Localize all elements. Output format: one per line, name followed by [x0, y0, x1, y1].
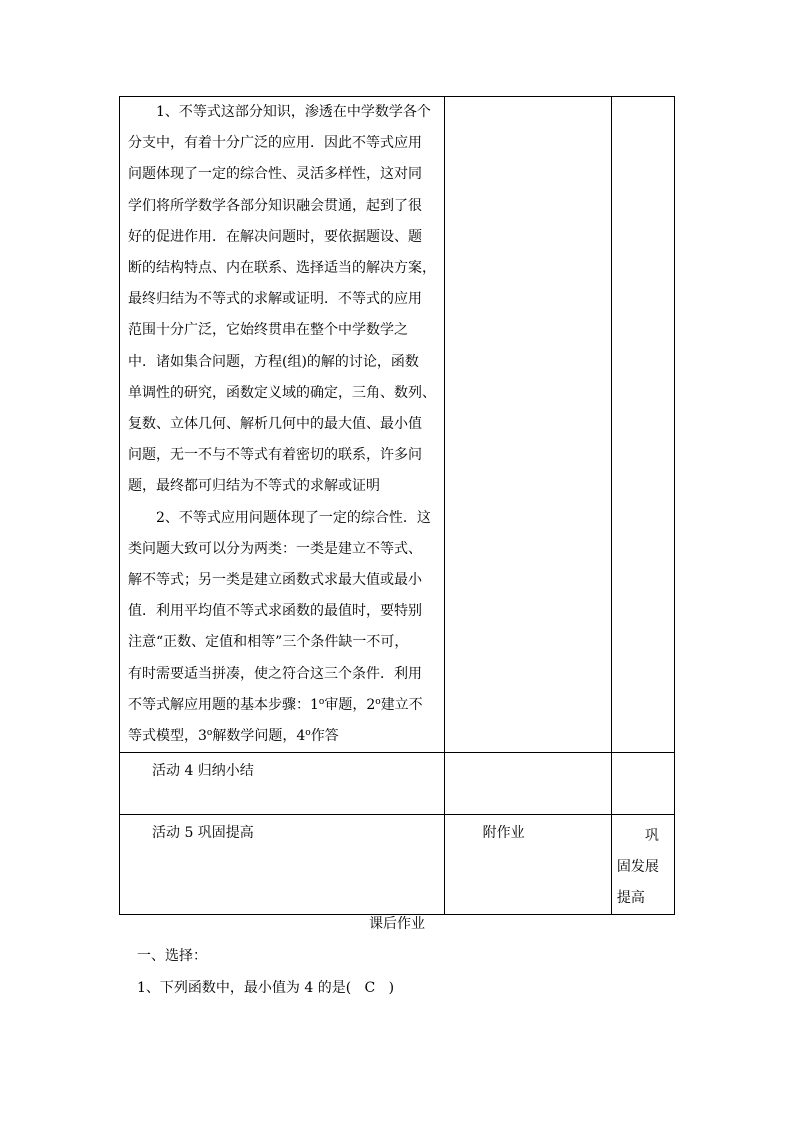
- lesson-table: [119, 96, 675, 915]
- steps-line-2: [128, 721, 439, 752]
- steps-text: 不等式解应用题的基本步骤：1: [128, 696, 319, 713]
- paragraph-1: [128, 97, 439, 503]
- steps-text: 建立不: [380, 696, 423, 713]
- degree-mark: o: [305, 728, 311, 739]
- text-line: 问题体现了一定的综合性、灵活多样性，这对同: [128, 166, 422, 183]
- text-line: 分支中，有着十分广泛的应用．因此不等式应用: [128, 135, 422, 152]
- text-line: 问题，无一不与不等式有着密切的联系，许多问: [128, 447, 422, 464]
- text-line: 复数、立体几何、解析几何中的最大值、最小值: [128, 416, 422, 433]
- section-heading: 一、选择：: [137, 948, 207, 964]
- table-row-activity4: [120, 753, 675, 815]
- goal-line: 提高: [616, 890, 645, 907]
- empty-cell: [611, 97, 674, 753]
- steps-text: 等式模型，3: [128, 728, 207, 745]
- activity4-label: 活动 4 归纳小结: [152, 763, 254, 780]
- table-row-activity5: [120, 815, 675, 915]
- degree-mark: o: [206, 728, 213, 739]
- question-1: 1、下列函数中，最小值为 4 的是( C ): [137, 980, 395, 996]
- goal-cell: [611, 815, 674, 915]
- steps-text: 作答: [310, 728, 339, 745]
- table-row-content: [120, 97, 675, 753]
- text-line: 学们将所学数学各部分知识融会贯通，起到了很: [128, 197, 422, 214]
- text-line: 范围十分广泛，它始终贯串在整个中学数学之: [128, 322, 408, 339]
- degree-mark: o: [375, 696, 381, 707]
- goal-line: 巩: [644, 828, 659, 845]
- homework-label: 附作业: [482, 825, 525, 842]
- activity5-label: 活动 5 巩固提高: [152, 825, 254, 842]
- goal-line: 固发展: [616, 859, 659, 876]
- after-class-title: 课后作业: [369, 916, 425, 932]
- text-line: 有时需要适当拼凑，使之符合这三个条件．利用: [128, 665, 422, 682]
- homework-cell: [444, 815, 611, 915]
- text-line: 中．诸如集合问题，方程(组)的解的讨论，函数: [128, 353, 419, 370]
- steps-line-1: [128, 690, 439, 721]
- empty-cell: [444, 753, 611, 815]
- degree-mark: o: [318, 696, 325, 707]
- text-line: 单调性的研究，函数定义域的确定，三角、数列、: [128, 384, 436, 401]
- text-line: 题，最终都可归结为不等式的求解或证明: [128, 478, 380, 495]
- text-line: 1、不等式这部分知识，渗透在中学数学各个: [156, 104, 431, 120]
- text-line: 类问题大致可以分为两类：一类是建立不等式、: [128, 540, 422, 557]
- text-line: 解不等式；另一类是建立函数式求最大值或最小: [128, 572, 422, 589]
- activity4-cell: [120, 753, 445, 815]
- empty-cell: [444, 97, 611, 753]
- activity5-cell: [120, 815, 445, 915]
- text-line: 2、不等式应用问题体现了一定的综合性．这: [156, 509, 431, 526]
- text-line: 值．利用平均值不等式求函数的最值时，要特别: [128, 603, 422, 620]
- steps-text: 审题，2: [324, 696, 376, 713]
- steps-text: 解数学问题，4: [212, 728, 306, 745]
- paragraph-2: [128, 503, 439, 753]
- text-line: 断的结构特点、内在联系、选择适当的解决方案，: [128, 260, 436, 277]
- text-line: 好的促进作用．在解决问题时，要依据题设、题: [128, 228, 422, 245]
- goal-text: [612, 815, 674, 914]
- empty-cell: [611, 753, 674, 815]
- text-line: 注意“正数、定值和相等”三个条件缺一不可，: [128, 634, 409, 651]
- content-cell: [120, 97, 445, 753]
- text-line: 最终归结为不等式的求解或证明．不等式的应用: [128, 291, 422, 308]
